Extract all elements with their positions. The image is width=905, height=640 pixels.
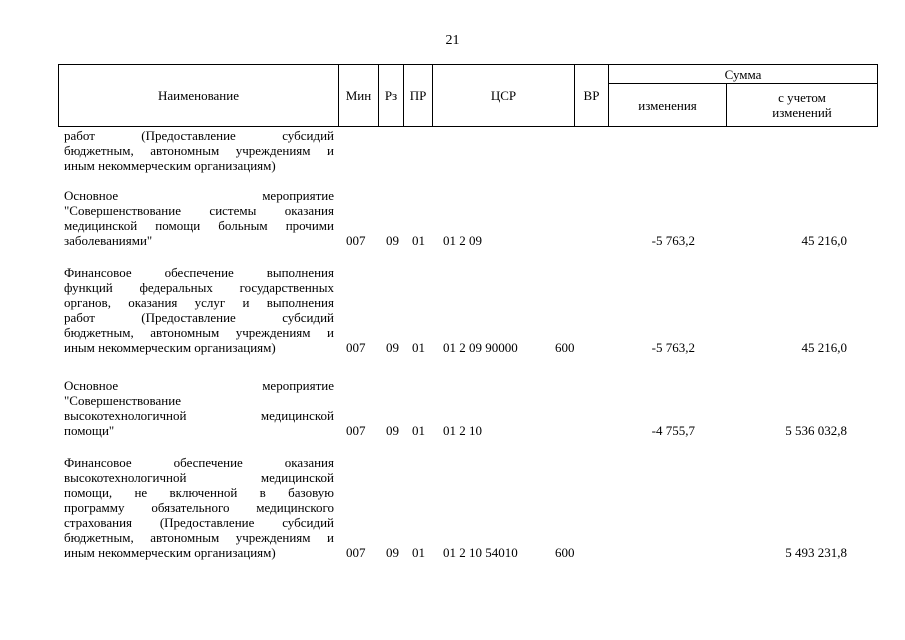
row-csr: 01 2 10	[443, 423, 482, 438]
row-pr: 01	[412, 340, 425, 355]
header-total	[727, 84, 878, 127]
row-change: -4 755,7	[651, 423, 695, 438]
row-rz: 09	[386, 233, 399, 248]
row-name-line: "Совершенствование	[64, 393, 181, 408]
row-name	[64, 188, 334, 248]
row-name-line: Основное мероприятие	[64, 188, 334, 203]
header-csr: ЦСР	[433, 65, 575, 127]
header-total-line2: изменений	[772, 105, 832, 120]
row-total: 5 536 032,8	[785, 423, 847, 438]
row-name-line: работ (Предоставление субсидий	[64, 310, 334, 325]
header-sum: Сумма	[609, 65, 878, 84]
row-name-line: Финансовое обеспечение выполнения	[64, 265, 334, 280]
row-pr: 01	[412, 545, 425, 560]
row-vr: 600	[555, 545, 575, 560]
row-name-line: Финансовое обеспечение оказания	[64, 455, 334, 470]
row-name-line: иным некоммерческим организациям)	[64, 340, 276, 355]
row-rz: 09	[386, 545, 399, 560]
row-csr: 01 2 10 54010	[443, 545, 518, 560]
header-min: Мин	[339, 65, 379, 127]
row-name-line: "Совершенствование системы оказания	[64, 203, 334, 218]
header-rz: Рз	[379, 65, 404, 127]
row-total: 45 216,0	[801, 233, 847, 248]
row-min: 007	[346, 340, 366, 355]
header-name: Наименование	[59, 65, 339, 127]
row-vr: 600	[555, 340, 575, 355]
row-name-line: заболеваниями"	[64, 233, 153, 248]
row-name-line: высокотехнологичной медицинской	[64, 408, 334, 423]
row-change: -5 763,2	[651, 233, 695, 248]
row-pr: 01	[412, 233, 425, 248]
row-min: 007	[346, 423, 366, 438]
header-vr: ВР	[575, 65, 609, 127]
row-name-line: бюджетным, автономным учреждениям и	[64, 530, 334, 545]
row-name-line: медицинской помощи больным прочими	[64, 218, 334, 233]
row-name-line: работ (Предоставление субсидий	[64, 128, 334, 143]
row-csr: 01 2 09 90000	[443, 340, 518, 355]
row-total: 45 216,0	[801, 340, 847, 355]
row-name-line: помощи, не включенной в базовую	[64, 485, 334, 500]
row-name-line: органов, оказания услуг и выполнения	[64, 295, 334, 310]
row-name-line: бюджетным, автономным учреждениям и	[64, 143, 334, 158]
row-name-line: бюджетным, автономным учреждениям и	[64, 325, 334, 340]
row-name-line: страхования (Предоставление субсидий	[64, 515, 334, 530]
row-name-line: иным некоммерческим организациям)	[64, 545, 276, 560]
row-min: 007	[346, 233, 366, 248]
row-change: -5 763,2	[651, 340, 695, 355]
row-name-line: иным некоммерческим организациям)	[64, 158, 276, 173]
row-name	[64, 455, 334, 560]
row-total: 5 493 231,8	[785, 545, 847, 560]
header-change: изменения	[609, 84, 727, 127]
row-csr: 01 2 09	[443, 233, 482, 248]
row-name	[64, 378, 334, 438]
row-name	[64, 128, 334, 173]
row-name-line: программу обязательного медицинского	[64, 500, 334, 515]
row-name	[64, 265, 334, 355]
page-number: 21	[445, 33, 460, 48]
row-min: 007	[346, 545, 366, 560]
row-rz: 09	[386, 340, 399, 355]
header-pr: ПР	[404, 65, 433, 127]
table-header	[58, 64, 878, 127]
row-name-line: помощи"	[64, 423, 115, 438]
header-total-line1: с учетом	[778, 90, 826, 105]
row-name-line: функций федеральных государственных	[64, 280, 334, 295]
row-name-line: Основное мероприятие	[64, 378, 334, 393]
row-name-line: высокотехнологичной медицинской	[64, 470, 334, 485]
row-pr: 01	[412, 423, 425, 438]
row-rz: 09	[386, 423, 399, 438]
